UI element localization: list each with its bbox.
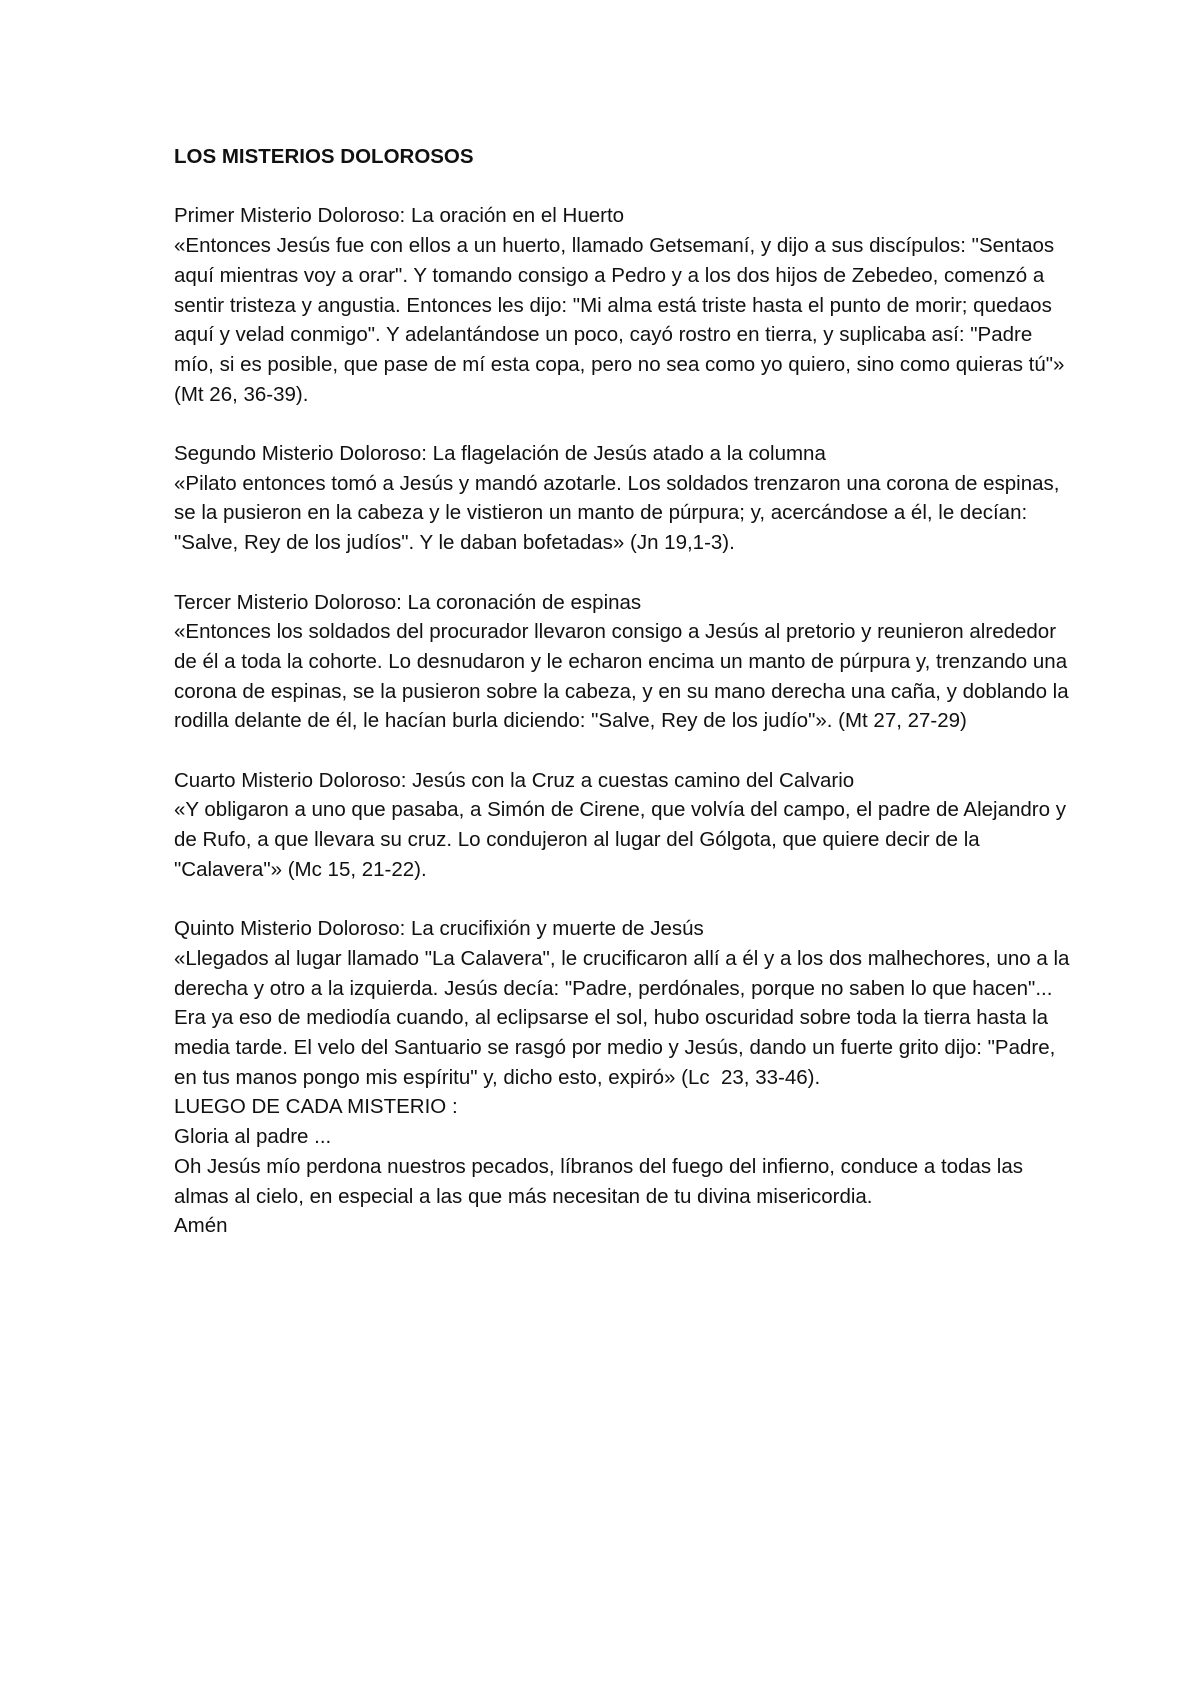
mystery-text: «Pilato entonces tomó a Jesús y mandó azotarle. Los soldados trenzaron una corona de espinas, se la pusieron en la cabeza y le vistieron un manto de púrpura; y, acercándose a él, le decían: "Salve, Rey de los judíos". Y le daban bofetadas» (Jn 19,1-3).	[174, 471, 1066, 555]
mystery-text: «Entonces Jesús fue con ellos a un huerto, llamado Getsemaní, y dijo a sus discípulos: "Sentaos aquí mientras voy a orar". Y tomando consigo a Pedro y a los dos hijos de Zebedeo, comenzó a sentir tristeza y angustia. Entonces les dijo: "Mi alma está triste hasta el punto de morir; quedaos aquí y velad conmigo". Y adelantándose un poco, cayó rostro en tierra, y suplicaba así: "Padre mío, si es posible, que pase de mí esta copa, pero no sea como yo quiero, sino como quieras tú"» (Mt 26, 36-39).	[174, 234, 1071, 406]
gloria-line: Gloria al padre ...	[174, 1125, 332, 1149]
mystery-2	[174, 439, 1074, 558]
mystery-5-and-closing	[174, 914, 1074, 1241]
mystery-heading: Segundo Misterio Doloroso: La flagelación de Jesús atado a la columna	[174, 442, 826, 465]
mystery-text: «Llegados al lugar llamado "La Calavera", le crucificaron allí a él y a los dos malhechores, uno a la derecha y otro a la izquierda. Jesús decía: "Padre, perdónales, porque no saben lo que hacen"... Era ya eso de mediodía cuando, al eclipsarse el sol, hubo oscuridad sobre toda la tierra hasta la media tarde. El velo del Santuario se rasgó por medio y Jesús, dando un fuerte grito dijo: "Padre, en tus manos pongo mis espíritu" y, dicho esto, expiró» (Lc 23, 33-46).	[174, 946, 1076, 1089]
closing-prayer: Oh Jesús mío perdona nuestros pecados, líbranos del fuego del infierno, conduce a todas las almas al cielo, en especial a las que más necesitan de tu divina misericordia.	[174, 1154, 1029, 1208]
mystery-heading: Cuarto Misterio Doloroso: Jesús con la Cruz a cuestas camino del Calvario	[174, 768, 855, 792]
mystery-heading: Primer Misterio Doloroso: La oración en el Huerto	[174, 204, 625, 228]
mystery-text: «Entonces los soldados del procurador llevaron consigo a Jesús al pretorio y reunieron alrededor de él a toda la cohorte. Lo desnudaron y le echaron encima un manto de púrpura y, trenzando una corona de espinas, se la pusieron sobre la cabeza, y en su mano derecha una caña, y doblando la rodilla delante de él, le hacían burla diciendo: "Salve, Rey de los judío"». (Mt 27, 27-29)	[174, 620, 1075, 733]
mystery-heading: Tercer Misterio Doloroso: La coronación de espinas	[174, 590, 642, 614]
mystery-1	[174, 201, 1074, 409]
mystery-text: «Y obligaron a uno que pasaba, a Simón de Cirene, que volvía del campo, el padre de Alejandro y de Rufo, a que llevara su cruz. Lo condujeron al lugar del Gólgota, que quiere decir de la "Calavera"» (Mc 15, 21-22).	[174, 798, 1072, 881]
document-title: LOS MISTERIOS DOLOROSOS	[174, 145, 474, 168]
mystery-3	[174, 588, 1074, 737]
document-page	[174, 142, 1074, 1241]
mystery-heading: Quinto Misterio Doloroso: La crucifixión y muerte de Jesús	[174, 917, 704, 941]
mystery-4	[174, 766, 1074, 885]
amen-line: Amén	[174, 1214, 228, 1238]
closing-heading: LUEGO DE CADA MISTERIO :	[174, 1095, 458, 1119]
